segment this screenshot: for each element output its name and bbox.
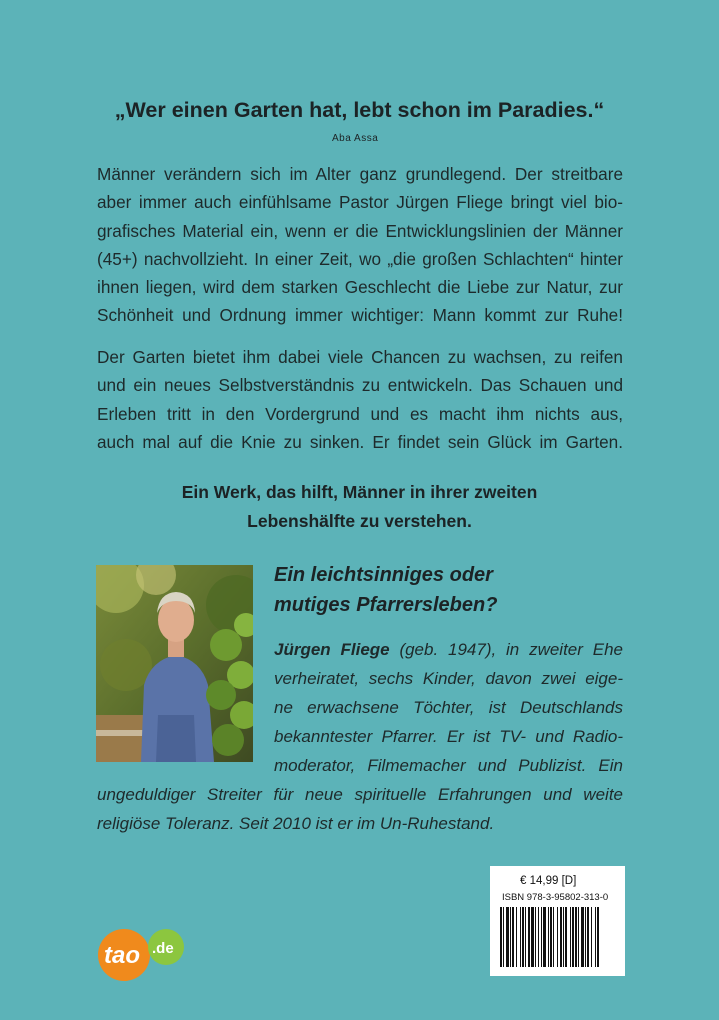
paragraph-line: Männer verändern sich im Alter ganz grundlegend. Der streitbare <box>97 164 623 184</box>
price-barcode-box <box>490 866 625 976</box>
logo-suffix-text: .de <box>152 940 174 957</box>
bio-line: religiöse Toleranz. Seit 2010 ist er im Un-Ruhestand. <box>97 814 495 833</box>
bio-line: ungeduldiger Streiter für neue spirituelle Erfahrungen und weite <box>97 785 623 804</box>
bio-line <box>274 635 623 664</box>
tao-logo <box>96 925 188 986</box>
paragraph-line: Der Garten bietet ihm dabei viele Chancen zu wachsen, zu reifen <box>97 347 623 367</box>
bio-line: ne erwachsene Töchter, ist Deutschlands <box>274 698 623 717</box>
paragraph-line: Schönheit und Ordnung immer wichtiger: Mann kommt zur Ruhe! <box>97 305 623 326</box>
bio-line-rest: (geb. 1947), in zweiter Ehe <box>389 640 623 659</box>
paragraph-line: und ein neues Selbstverständnis zu entwickeln. Das Schauen und <box>97 375 623 396</box>
description-paragraph-1 <box>97 160 623 330</box>
paragraph-line: ihnen liegen, wird dem starken Geschlecht die Liebe zur Natur, zur <box>97 277 623 298</box>
tagline-line: Lebenshälfte zu verstehen. <box>247 511 472 531</box>
paragraph-line: Erleben tritt in den Vordergrund und es macht ihm nichts aus, <box>97 403 623 424</box>
paragraph-line: auch mal auf die Knie zu sinken. Er findet sein Glück im Garten. <box>97 431 623 452</box>
tagline <box>0 478 719 536</box>
bio-heading-line: Ein leichtsinniges oder <box>274 564 493 586</box>
bio-line: bekanntester Pfarrer. Er ist TV- und Radio- <box>274 727 623 746</box>
bio-line: verheiratet, sechs Kinder, davon zwei eige- <box>274 669 623 688</box>
tagline-line: Ein Werk, das hilft, Männer in ihrer zweiten <box>181 482 538 502</box>
bio-line: moderator, Filmemacher und Publizist. Ein <box>274 756 623 775</box>
paragraph-line: grafisches Material ein, wenn er die Entwicklungslinien der Männer <box>97 220 623 241</box>
bio-heading-line: mutiges Pfarrersleben? <box>274 594 498 616</box>
author-name: Jürgen Fliege <box>274 640 390 659</box>
author-photo <box>96 565 253 762</box>
logo-main-text: tao <box>104 942 140 969</box>
bio-heading <box>274 560 497 620</box>
description-paragraph-2 <box>97 343 623 456</box>
price-label: € 14,99 [D] <box>520 875 577 887</box>
paragraph-line: (45+) nachvollzieht. In einer Zeit, wo „die großen Schlachten“ hinter <box>97 248 623 269</box>
isbn-label: ISBN 978-3-95802-313-0 <box>502 892 609 903</box>
paragraph-line: aber immer auch einfühlsame Pastor Jürgen Fliege bringt viel bio- <box>97 192 623 213</box>
quote-author: Aba Assa <box>332 133 379 144</box>
quote-text: „Wer einen Garten hat, lebt schon im Paradies.“ <box>114 98 605 122</box>
barcode-icon <box>498 907 617 969</box>
